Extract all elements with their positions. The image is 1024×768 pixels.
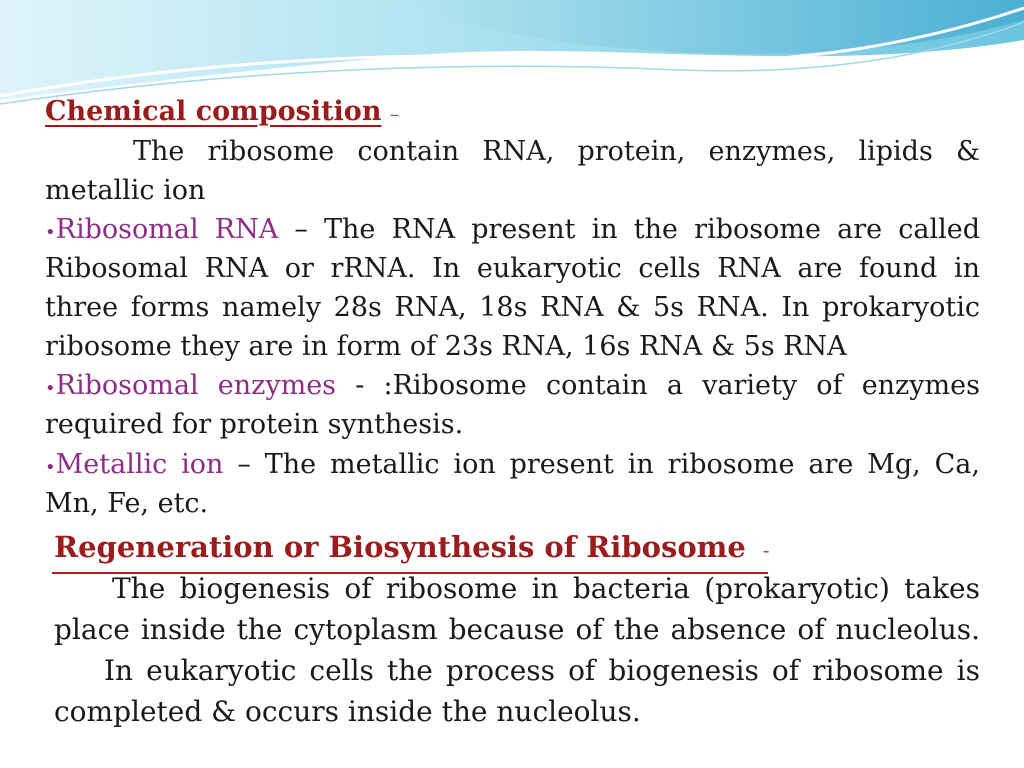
list-item-text: – The metallic ion present in ribosome are Mg, Ca,	[237, 449, 980, 480]
section1-heading: Chemical composition	[45, 96, 382, 127]
bullet-icon: •	[45, 457, 56, 478]
section2-paragraph-line: The biogenesis of ribosome in bacteria (prokaryotic) takes	[112, 572, 980, 605]
list-item-text: Mn, Fe, etc.	[45, 488, 209, 519]
list-item-metallic-ion	[45, 445, 980, 487]
bullet-icon: •	[45, 378, 56, 399]
term-ribosomal-rna: Ribosomal RNA	[55, 214, 279, 245]
term-ribosomal-enzymes: Ribosomal enzymes	[55, 370, 337, 401]
list-item-text: - :Ribosome contain a variety of enzymes	[355, 370, 980, 401]
section2-heading-suffix: -	[762, 538, 770, 562]
list-item-text: three forms namely 28s RNA, 18s RNA & 5s RNA. In prokaryotic	[45, 292, 980, 323]
list-item-text: Ribosomal RNA or rRNA. In eukaryotic cells RNA are found in	[45, 253, 980, 284]
list-item-text: ribosome they are in form of 23s RNA, 16s RNA & 5s RNA	[45, 331, 847, 362]
bullet-icon: •	[45, 222, 56, 243]
section1-intro-line: The ribosome contain RNA, protein, enzymes, lipids &	[133, 136, 980, 167]
term-metallic-ion: Metallic ion	[55, 449, 224, 480]
section2-paragraph-line: completed & occurs inside the nucleolus.	[54, 695, 641, 728]
section2-heading: Regeneration or Biosynthesis of Ribosome	[54, 530, 746, 564]
list-item-ribosomal-enzymes	[45, 366, 980, 408]
list-item-ribosomal-rna	[45, 210, 980, 252]
section2-paragraph-line: place inside the cytoplasm because of the absence of nucleolus.	[54, 613, 980, 646]
section1-heading-line	[45, 92, 980, 134]
list-item-text: required for protein synthesis.	[45, 409, 464, 440]
list-item-text: – The RNA present in the ribosome are called	[294, 214, 980, 245]
section1-intro-line: metallic ion	[45, 175, 206, 206]
section2-paragraph-line: In eukaryotic cells the process of biogenesis of ribosome is	[104, 654, 980, 687]
section1-heading-suffix: –	[390, 104, 400, 125]
section2-heading-line	[54, 527, 980, 571]
